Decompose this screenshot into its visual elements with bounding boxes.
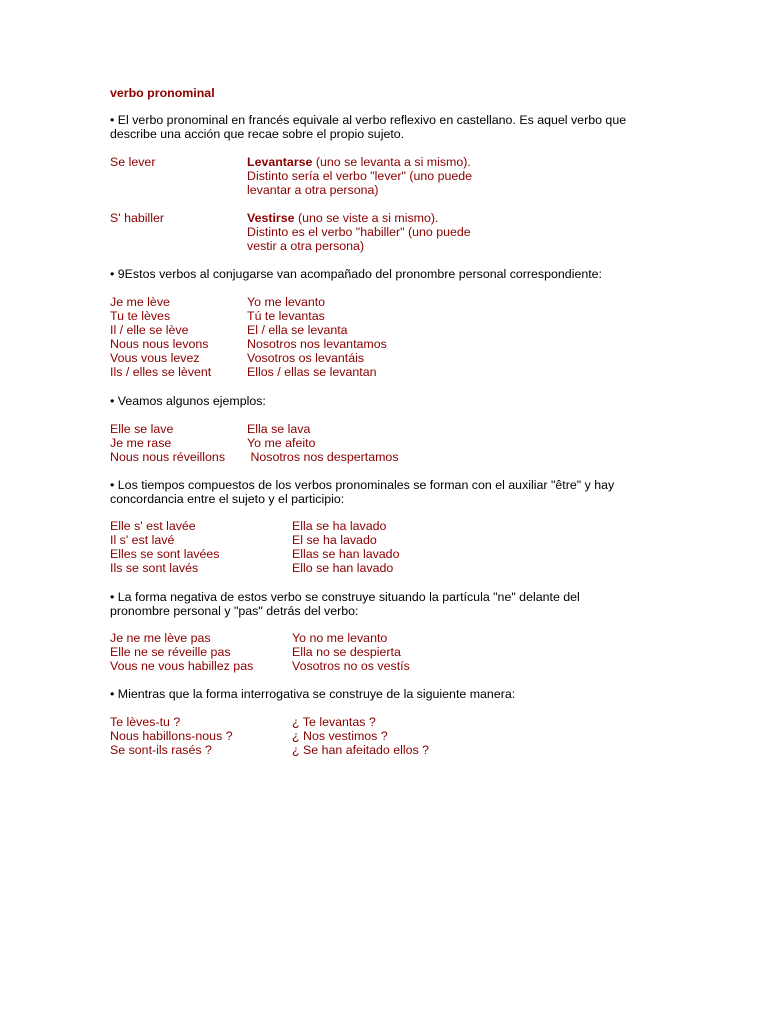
document-page: verbo pronominal • El verbo pronominal en francés equivale al verbo reflexivo en castellano. Es aquel verbo que describe una acción que recae sobre el propio sujeto. Se lever Levantarse (uno se levanta a si mismo). Distinto sería el verbo "lever" (uno puede levantar a otra persona) S' habiller Vestirse (uno se viste a si mismo). Distinto es el verbo "habiller" (uno puede vestir a otra persona) • 9Estos verbos al conjugarse van acompañado del pronombre personal correspondiente: Je me lève Yo me levanto Tu te lèves Tú te levantas Il / elle se lève El / ella se levanta Nous nous levons Nosotros nos levantamos Vous vous levez Vosotros os levantáis Ils / elles se lèvent Ellos / ellas se levantan • Veamos algunos ejemplos: Elle se lave Ella se lava Je me rase Yo me afeito Nous nous réveillons Nosotros nos despertamos • Los tiempos compuestos de los verbos pronominales se forman con el auxiliar "être" y hay concordancia entre el sujeto y el participio: Elle s' est lavée Ella se ha lavado Il s' est lavé El se ha lavado Elles se sont lavées Ellas se han lavado Ils se sont lavés Ello se han lavado • La forma negativa de estos verbo se construye situando la partícula "ne" delante del pronombre personal y "pas" detrás del verbo: Je ne me lève pas Yo no me levanto Elle ne se réveille pas Ella no se despierta Vous ne vous habillez pas Vosotros no os vestís • Mientras que la forma interrogativa se construye de la siguiente manera: Te lèves-tu ? ¿ Te levantas ? Nous habillons-nous ? ¿ Nos vestimos ? Se sont-ils rasés ? ¿ Se han afeitado ellos ? bbox=[0, 0, 768, 1024]
paragraph-compound: • Los tiempos compuestos de los verbos pronominales se forman con el auxiliar "être" y hay concordancia entre el sujeto y el participio: bbox=[110, 478, 615, 506]
spanish-verb: Vestirse bbox=[247, 211, 295, 225]
paragraph-examples: • Veamos algunos ejemplos: bbox=[110, 394, 266, 408]
spanish-verb: Levantarse bbox=[247, 155, 313, 169]
paragraph-intro: • El verbo pronominal en francés equivale al verbo reflexivo en castellano. Es aquel verbo que describe una acción que recae sobre el propio sujeto. bbox=[110, 113, 627, 141]
definition-text: (uno se viste a si mismo). Distinto es el verbo "habiller" (uno puede vestir a otra persona) bbox=[247, 211, 471, 253]
paragraph-interrogative: • Mientras que la forma interrogativa se construye de la siguiente manera: bbox=[110, 687, 516, 701]
definition-levantarse bbox=[247, 155, 482, 197]
definition-text: (uno se levanta a si mismo). Distinto sería el verbo "lever" (uno puede levantar a otra persona) bbox=[247, 155, 473, 197]
paragraph-negative: • La forma negativa de estos verbo se construye situando la partícula "ne" delante del pronombre personal y "pas" detrás del verbo: bbox=[110, 590, 580, 618]
french-verb: Se lever bbox=[110, 155, 156, 169]
definition-vestirse bbox=[247, 211, 482, 253]
page-title: verbo pronominal bbox=[110, 86, 215, 100]
paragraph-conjugation: • 9Estos verbos al conjugarse van acompañado del pronombre personal correspondiente: bbox=[110, 267, 603, 281]
french-verb: S' habiller bbox=[110, 211, 165, 225]
